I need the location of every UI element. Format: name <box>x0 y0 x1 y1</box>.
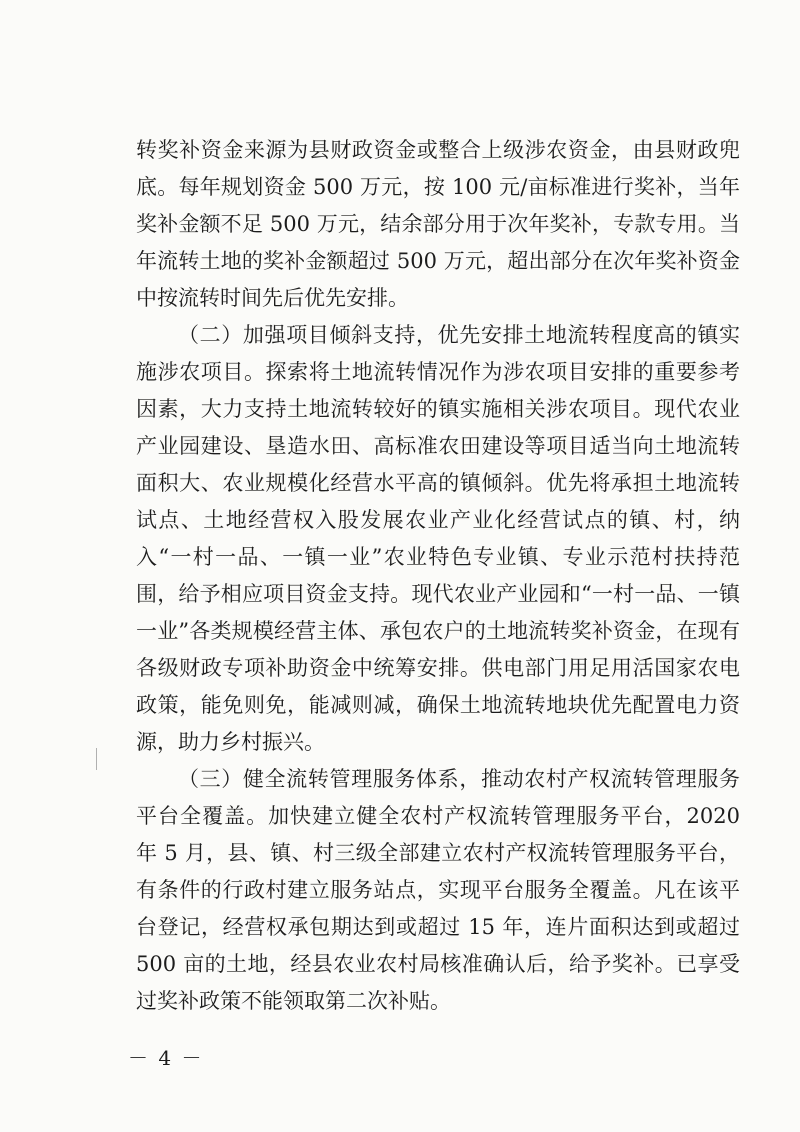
scan-edge-mark <box>96 748 97 770</box>
document-body <box>136 132 740 1020</box>
paragraph-funding-source: 转奖补资金来源为县财政资金或整合上级涉农资金，由县财政兜底。每年规划资金 500 万元，按 100 元/亩标准进行奖补，当年奖补金额不足 500 万元，结余部分用于次年奖补，专款专用。当年流转土地的奖补金额超过 500 万元，超出部分在次年奖补资金中按流转时间先后优先安排。 <box>136 138 740 310</box>
page-number: － 4 － <box>128 1046 204 1070</box>
paragraph-project-support: （二）加强项目倾斜支持，优先安排土地流转程度高的镇实施涉农项目。探索将土地流转情况作为涉农项目安排的重要参考因素，大力支持土地流转较好的镇实施相关涉农项目。现代农业产业园建设、垦造水田、高标准农田建设等项目适当向土地流转面积大、农业规模化经营水平高的镇倾斜。优先将承担土地流转试点、土地经营权入股发展农业产业化经营试点的镇、村，纳入“一村一品、一镇一业”农业特色专业镇、专业示范村扶持范围，给予相应项目资金支持。现代农业产业园和“一村一品、一镇一业”各类规模经营主体、承包农户的土地流转奖补资金，在现有各级财政专项补助资金中统筹安排。供电部门用足用活国家农电政策，能免则免，能减则减，确保土地流转地块优先配置电力资源，助力乡村振兴。 <box>136 323 740 754</box>
paragraph-service-system: （三）健全流转管理服务体系，推动农村产权流转管理服务平台全覆盖。加快建立健全农村产权流转管理服务平台，2020 年 5 月，县、镇、村三级全部建立农村产权流转管理服务平台，有条件的行政村建立服务站点，实现平台服务全覆盖。凡在该平台登记，经营权承包期达到或超过 15 年，连片面积达到或超过 500 亩的土地，经县农业农村局核准确认后，给予奖补。已享受过奖补政策不能领取第二次补贴。 <box>136 767 740 1013</box>
